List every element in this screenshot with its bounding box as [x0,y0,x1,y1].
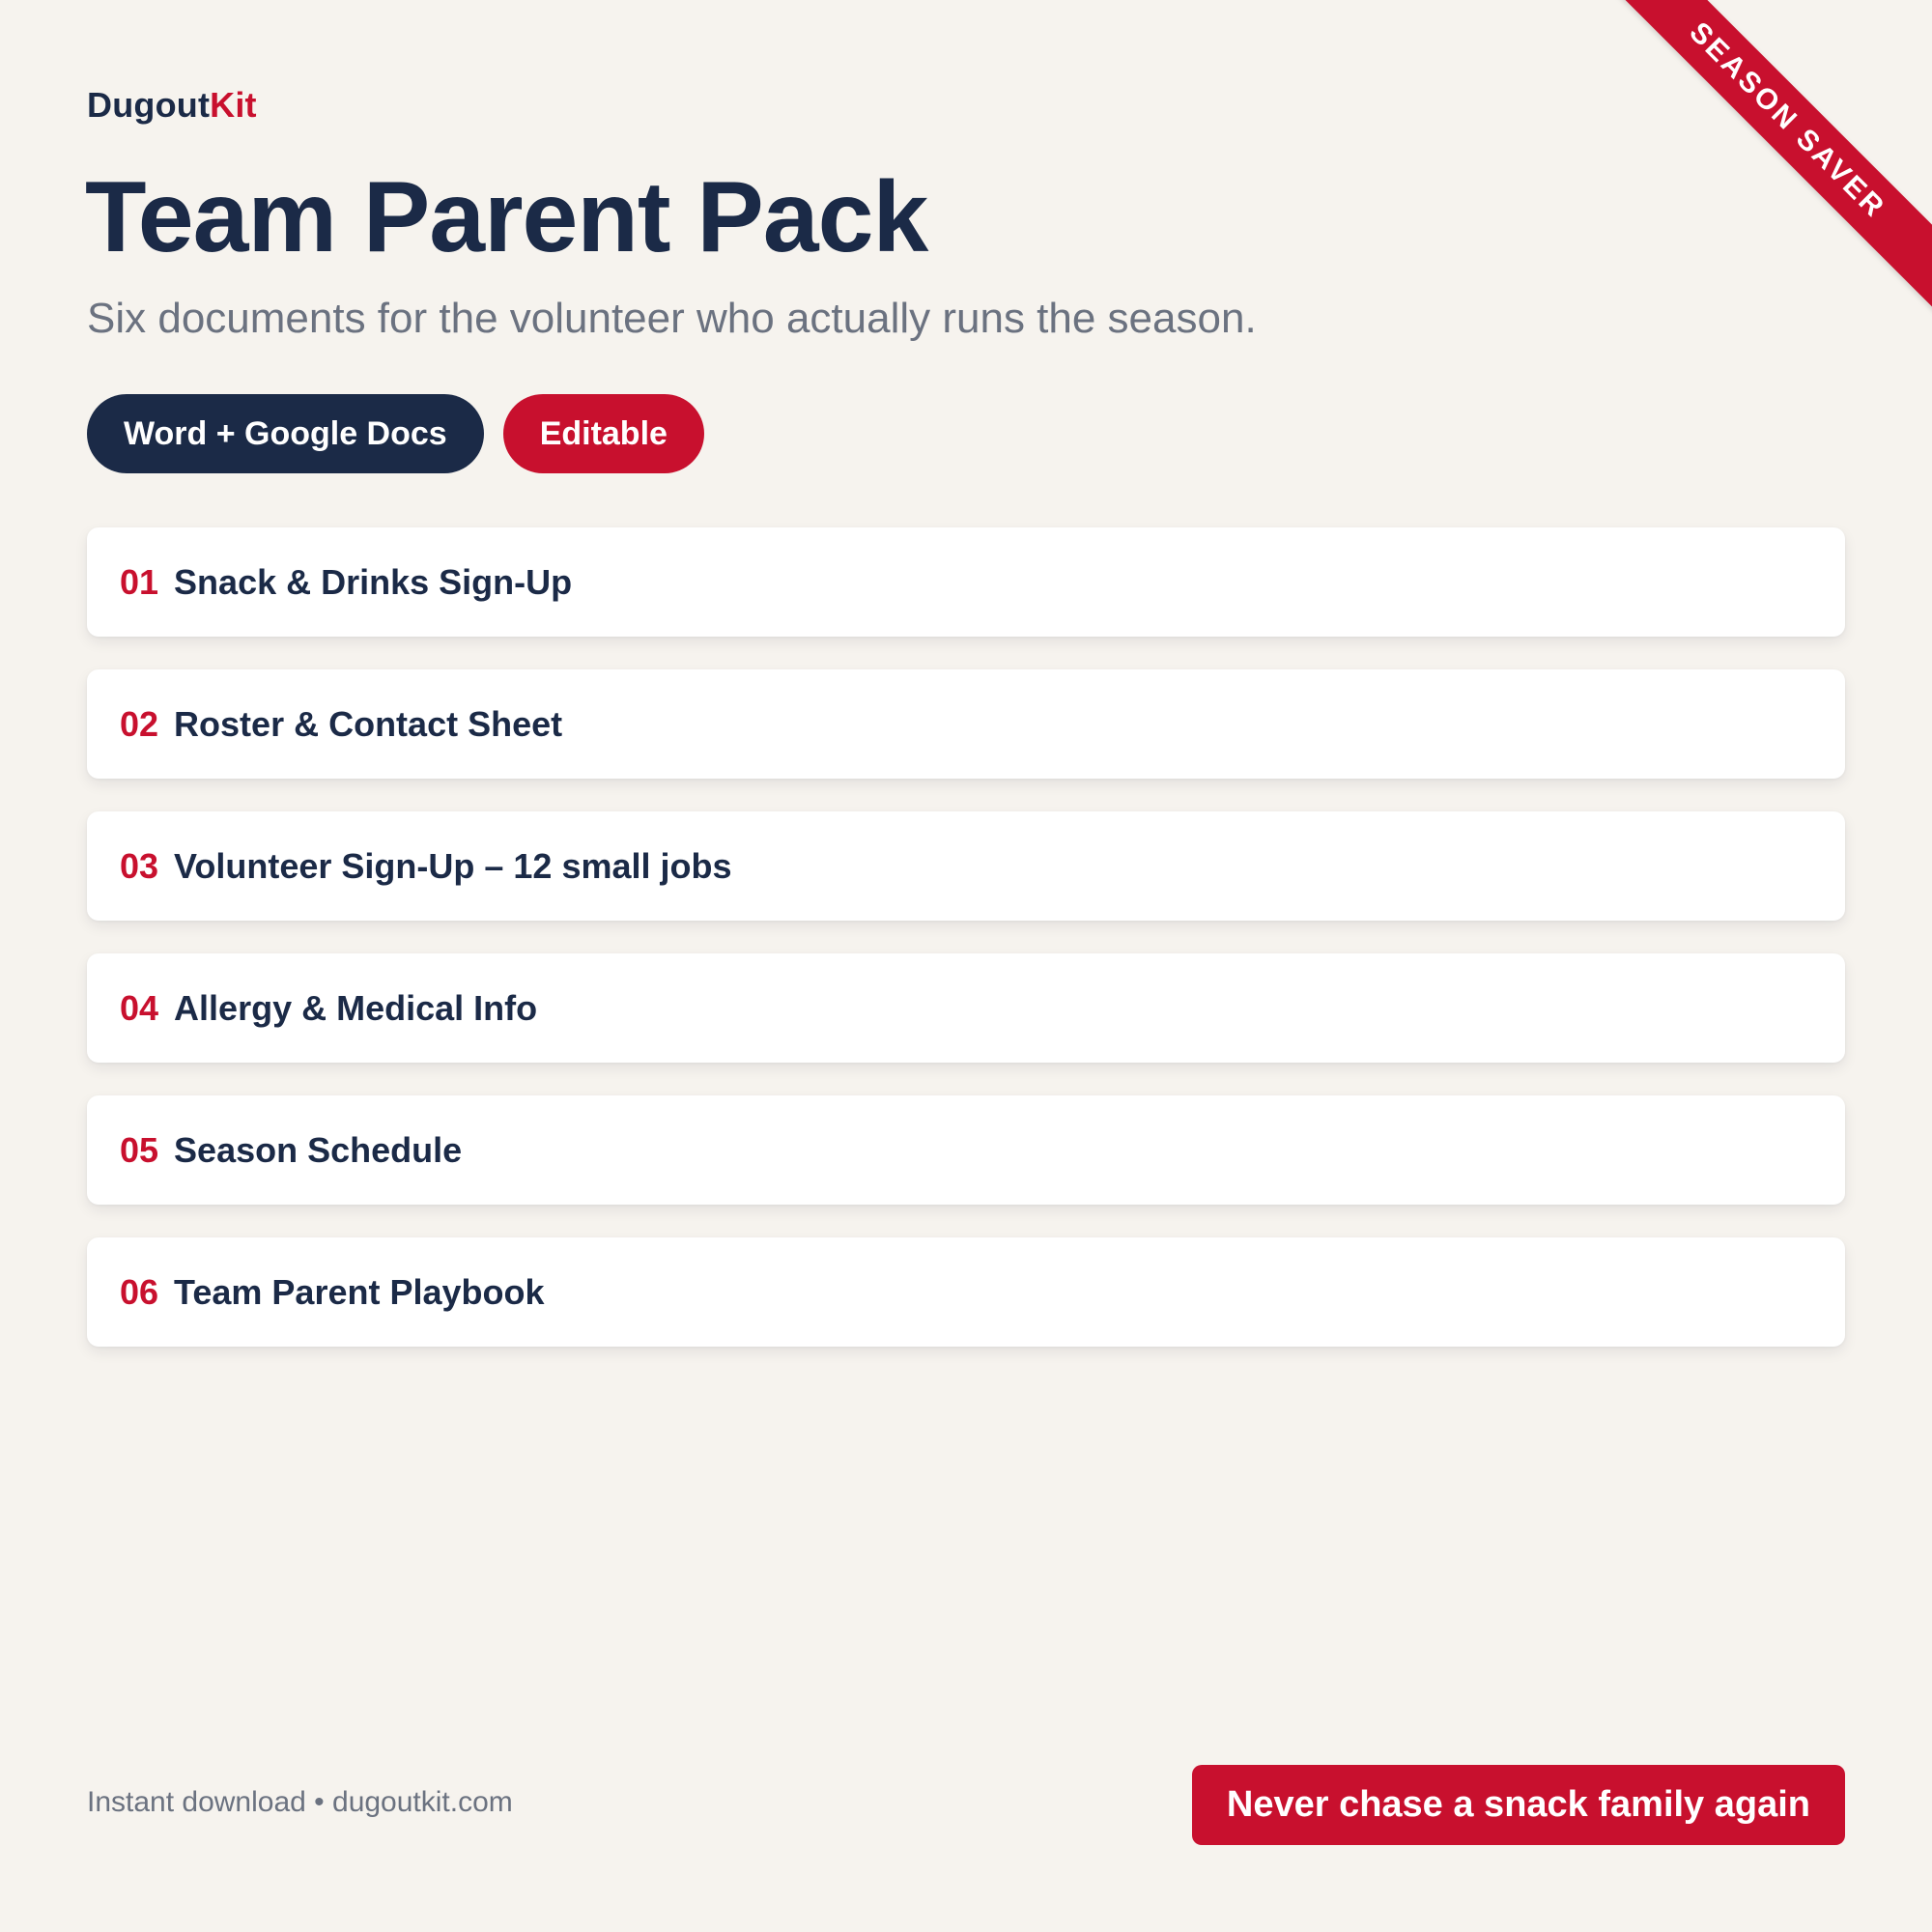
document-number: 06 [120,1271,159,1312]
document-item-roster-contact [87,669,1845,779]
document-item-season-schedule [87,1095,1845,1205]
document-item-snack-drinks [87,527,1845,637]
document-label: Allergy & Medical Info [174,987,538,1028]
cta-button[interactable]: Never chase a snack family again [1192,1765,1845,1845]
format-badge-editable: Editable [503,394,704,473]
brand-logo [87,85,257,126]
document-number: 04 [120,987,159,1028]
document-number: 05 [120,1129,159,1170]
season-saver-ribbon: SEASON SAVER [1589,0,1932,319]
document-number: 03 [120,845,159,886]
document-number: 01 [120,561,159,602]
document-label: Snack & Drinks Sign-Up [174,561,573,602]
format-badges [87,394,704,473]
brand-name-accent: Kit [210,85,257,125]
document-label: Volunteer Sign-Up – 12 small jobs [174,845,732,886]
brand-name-primary: Dugout [87,85,211,125]
document-item-volunteer-signup [87,811,1845,921]
document-label: Season Schedule [174,1129,463,1170]
page-title: Team Parent Pack [85,161,928,273]
document-list [87,527,1845,1379]
document-number: 02 [120,703,159,744]
footer-note: Instant download • dugoutkit.com [87,1786,513,1818]
document-item-allergy-medical [87,953,1845,1063]
document-label: Roster & Contact Sheet [174,703,563,744]
document-item-playbook [87,1237,1845,1347]
page-subtitle: Six documents for the volunteer who actually runs the season. [87,295,1257,342]
document-label: Team Parent Playbook [174,1271,545,1312]
format-badge-word-google-docs: Word + Google Docs [87,394,484,473]
